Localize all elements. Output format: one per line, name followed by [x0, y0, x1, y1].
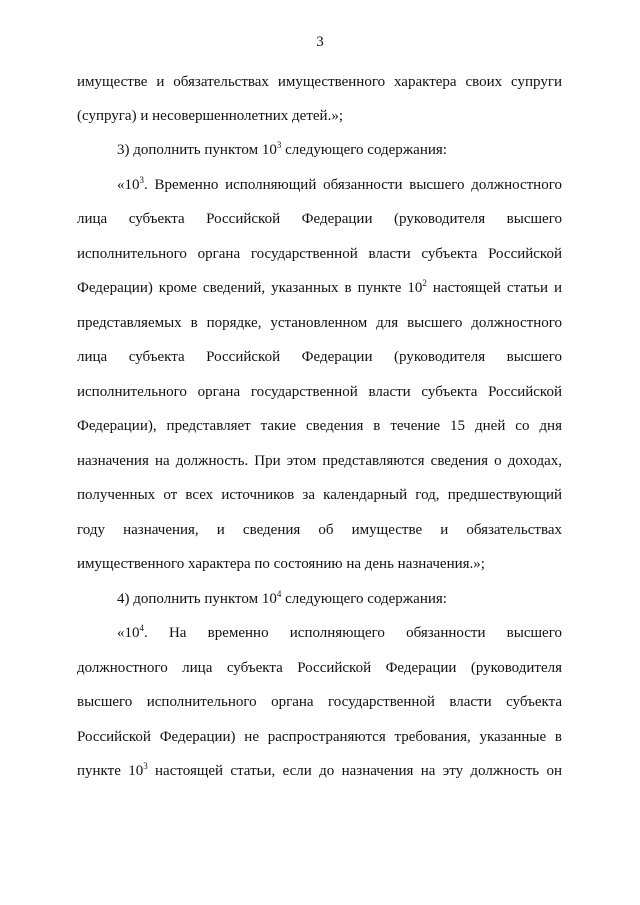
text-line-19: высшего исполнительного органа государственной власти субъекта	[77, 694, 562, 710]
text-line-8: представляемых в порядке, установленном для высшего должностного	[77, 315, 562, 331]
text-line-18: должностного лица субъекта Российской Федерации (руководителя	[77, 660, 562, 676]
text-line-4: «$10^3$. Временно исполняющий обязанности высшего должностного	[117, 175, 562, 193]
text-line-2: (супруга) и несовершеннолетних детей.»;	[77, 108, 344, 124]
text-line-17: «$10^4$. На временно исполняющего обязанности высшего	[117, 623, 562, 641]
text-line-1: имуществе и обязательствах имущественного характера своих супруги	[77, 74, 562, 90]
text-line-12: назначения на должность. При этом представляются сведения о доходах,	[77, 453, 562, 469]
item-3-heading: 3) дополнить пунктом $10^3$ следующего содержания:	[117, 140, 447, 158]
item-4-heading: 4) дополнить пунктом $10^4$ следующего содержания:	[117, 589, 447, 607]
text-line-11: Федерации), представляет такие сведения в течение 15 дней со дня	[77, 418, 562, 434]
text-line-13: полученных от всех источников за календарный год, предшествующий	[77, 487, 562, 503]
text-line-5: лица субъекта Российской Федерации (руководителя высшего	[77, 211, 562, 227]
text-line-6: исполнительного органа государственной власти субъекта Российской	[77, 246, 562, 262]
text-line-9: лица субъекта Российской Федерации (руководителя высшего	[77, 349, 562, 365]
text-line-14: году назначения, и сведения об имуществе и обязательствах	[77, 522, 562, 538]
text-line-10: исполнительного органа государственной власти субъекта Российской	[77, 384, 562, 400]
text-line-7: Федерации) кроме сведений, указанных в пункте $10^2$ настоящей статьи и	[77, 278, 562, 296]
page-number: 3	[316, 34, 324, 50]
text-line-20: Российской Федерации) не распространяются требования, указанные в	[77, 729, 562, 745]
text-line-21: пункте $10^3$ настоящей статьи, если до назначения на эту должность он	[77, 761, 563, 779]
text-line-15: имущественного характера по состоянию на день назначения.»;	[77, 556, 485, 572]
